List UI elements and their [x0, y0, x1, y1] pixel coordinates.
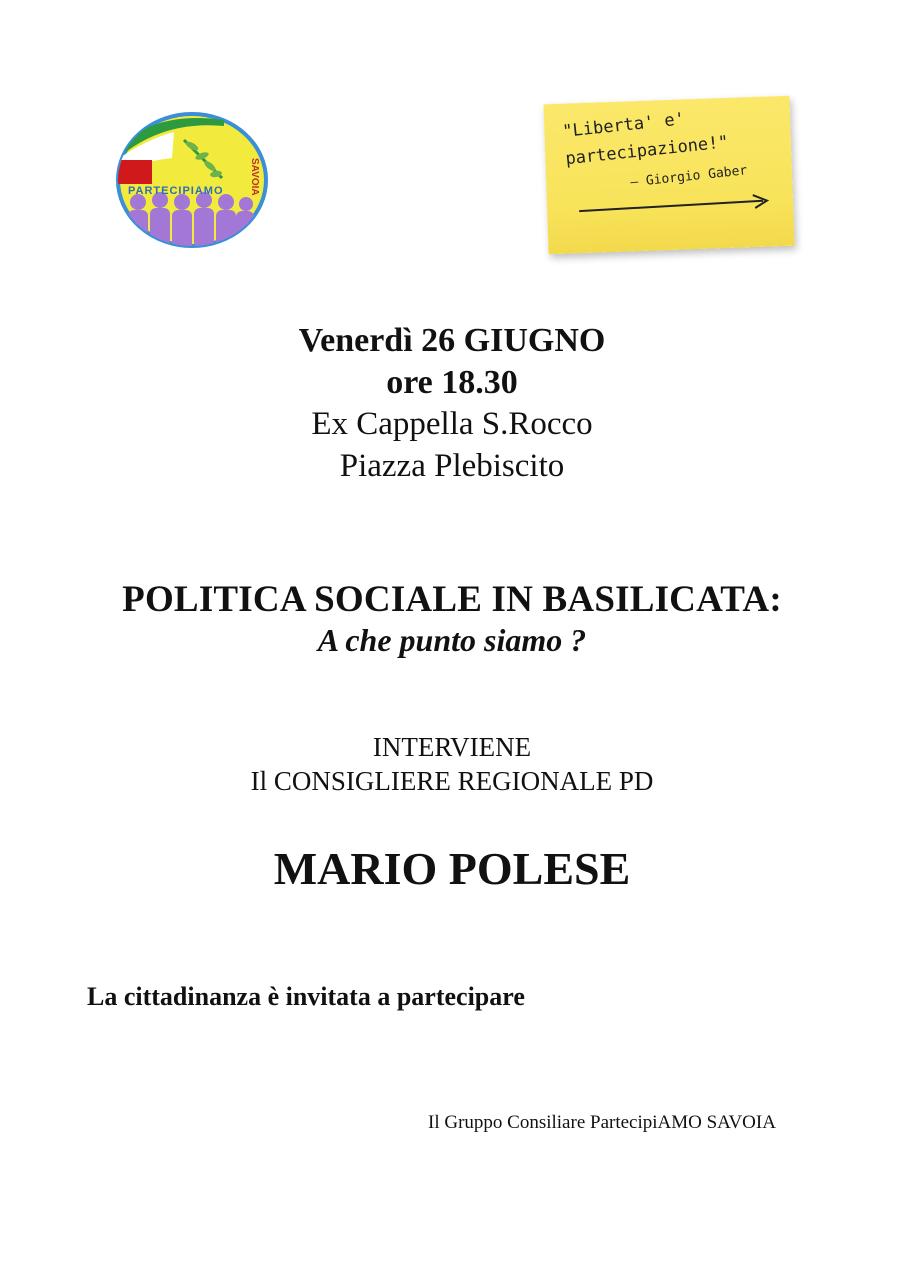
topic-subtitle: A che punto siamo ?	[317, 622, 587, 658]
speaker-intro: INTERVIENE	[372, 732, 532, 762]
logo-side-text: SAVOIA	[249, 158, 260, 196]
arrow-right-icon	[577, 192, 774, 219]
event-venue: Ex Cappella S.Rocco	[311, 406, 593, 442]
sticky-note	[543, 96, 794, 254]
signature: Il Gruppo Consiliare PartecipiAMO SAVOIA	[428, 1112, 776, 1133]
note-quote-line1: "Liberta' e'	[561, 109, 686, 142]
event-time: ore 18.30	[386, 364, 518, 401]
event-address: Piazza Plebiscito	[339, 448, 565, 484]
invitation-text: La cittadinanza è invitata a partecipare	[87, 982, 525, 1011]
topic-title: POLITICA SOCIALE IN BASILICATA:	[122, 579, 782, 620]
note-quote-line2: partecipazione!"	[564, 132, 730, 170]
event-date: Venerdì 26 GIUGNO	[298, 322, 606, 359]
speaker-name: MARIO POLESE	[273, 843, 631, 894]
speaker-role: Il CONSIGLIERE REGIONALE PD	[250, 766, 654, 796]
note-author: – Giorgio Gaber	[629, 163, 748, 191]
partecipiamo-savoia-logo	[114, 110, 270, 250]
logo-text: PARTECIPIAMO	[128, 185, 224, 197]
